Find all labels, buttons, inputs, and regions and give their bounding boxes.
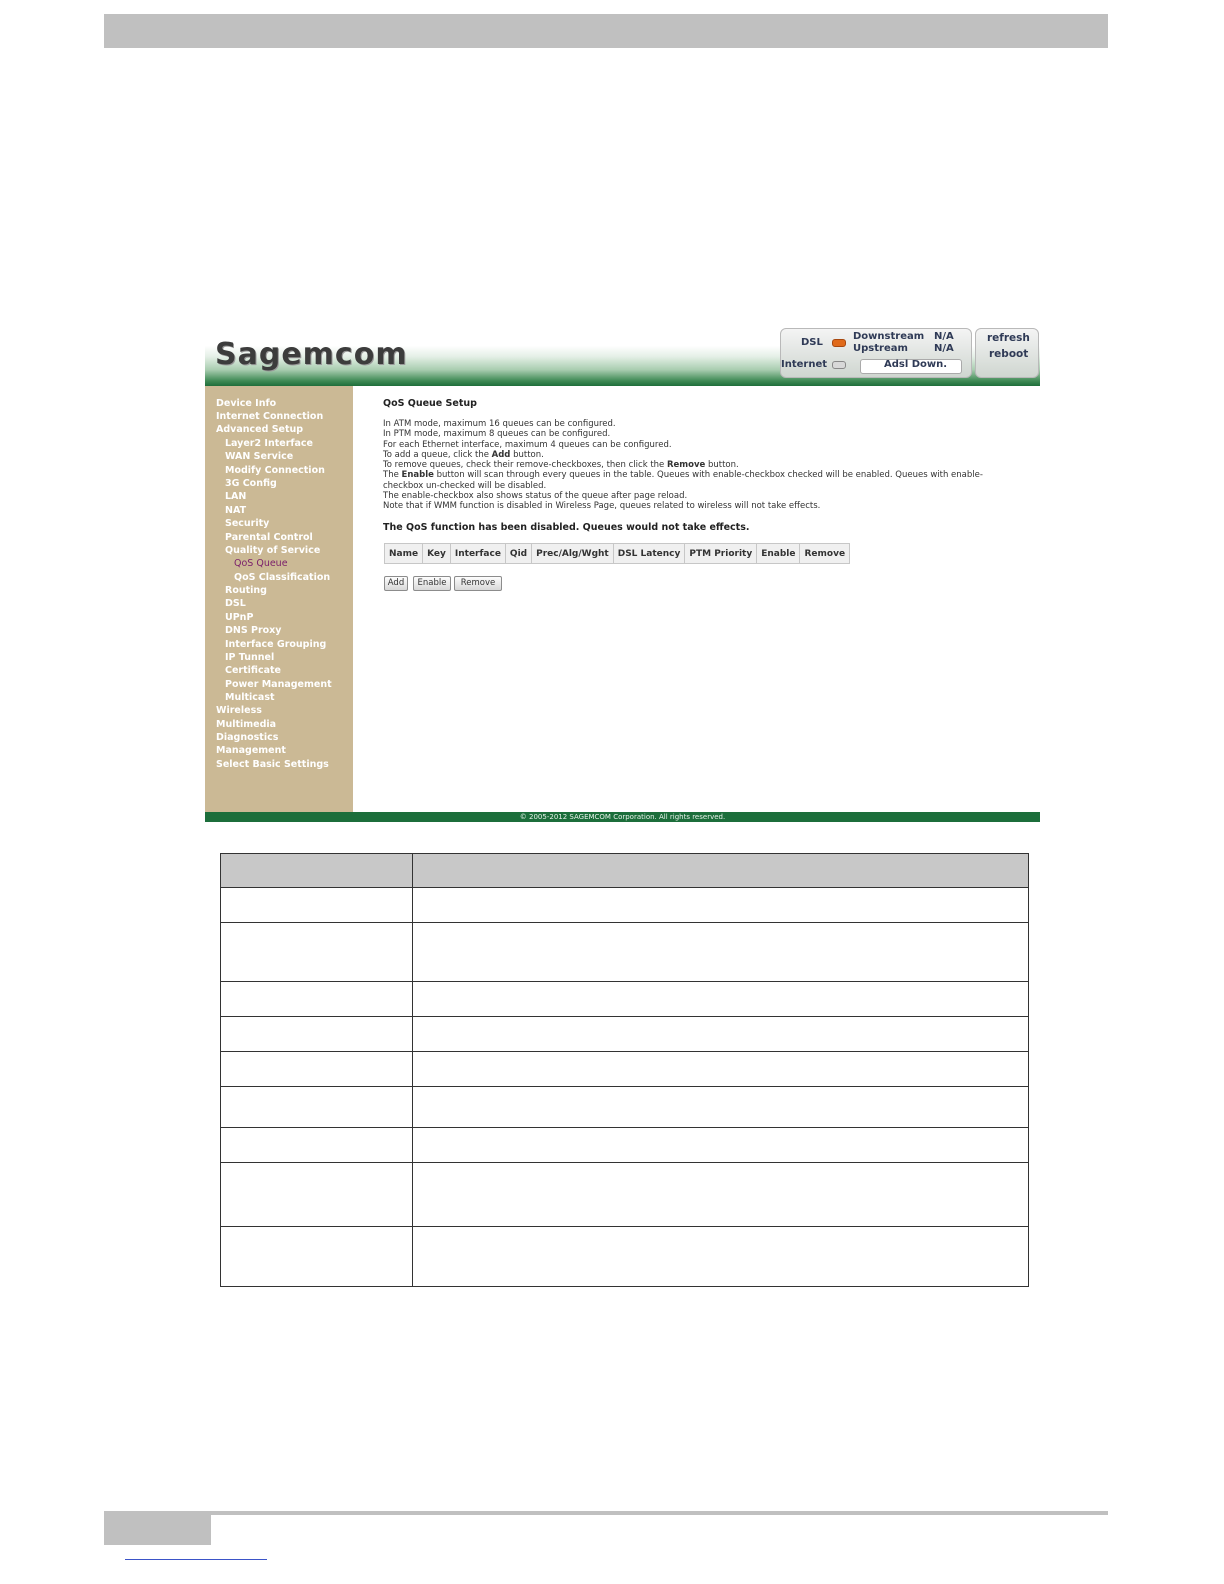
- downstream-label: Downstream: [853, 331, 925, 342]
- sidebar-nav: [205, 386, 353, 812]
- col-enable: Enable: [757, 544, 800, 564]
- refresh-link[interactable]: refresh: [987, 332, 1030, 344]
- qos-disabled-warning: The QoS function has been disabled. Queues would not take effects.: [383, 522, 750, 533]
- nav-security[interactable]: Security: [225, 518, 270, 529]
- nav-parental-control[interactable]: Parental Control: [225, 532, 313, 543]
- router-footer: © 2005-2012 SAGEMCOM Corporation. All rights reserved.: [205, 812, 1040, 822]
- nav-nat[interactable]: NAT: [225, 505, 247, 516]
- info-line: In ATM mode, maximum 16 queues can be configured.: [383, 419, 616, 429]
- nav-multimedia[interactable]: Multimedia: [216, 719, 277, 730]
- table-row: [221, 1227, 1029, 1287]
- info-line: The Enable button will scan through every queues in the table. Queues with enable-checkbox checked will be enabled. Queues with enable-: [383, 470, 983, 481]
- table-row: [221, 1052, 1029, 1087]
- adsl-status-text: Adsl Down.: [884, 359, 948, 370]
- table-row: [221, 888, 1029, 923]
- nav-management[interactable]: Management: [216, 745, 286, 756]
- dsl-status-led-icon: [832, 339, 846, 347]
- table-row: [221, 1128, 1029, 1163]
- nav-wan-service[interactable]: WAN Service: [225, 451, 294, 462]
- nav-diagnostics[interactable]: Diagnostics: [216, 732, 279, 743]
- parameter-table: [220, 853, 1029, 1287]
- page-footer-rule: [211, 1511, 1108, 1515]
- remove-button[interactable]: Remove: [454, 576, 502, 591]
- info-line: checkbox un-checked will be disabled.: [383, 480, 547, 491]
- nav-select-basic-settings[interactable]: Select Basic Settings: [216, 759, 329, 770]
- nav-advanced-setup[interactable]: Advanced Setup: [216, 424, 304, 435]
- reboot-link[interactable]: reboot: [989, 348, 1029, 360]
- qos-queue-table: [384, 543, 850, 564]
- nav-certificate[interactable]: Certificate: [225, 665, 281, 676]
- info-line: To remove queues, check their remove-checkboxes, then click the Remove button.: [383, 460, 739, 471]
- table-header-row: [385, 544, 850, 564]
- downstream-value: N/A: [934, 331, 954, 342]
- info-text: [383, 419, 983, 512]
- table-row: [221, 923, 1029, 982]
- sagemcom-logo: Sagemcom: [215, 337, 408, 372]
- nav-dsl[interactable]: DSL: [225, 598, 246, 609]
- nav-dns-proxy[interactable]: DNS Proxy: [225, 625, 282, 636]
- info-line: Note that if WMM function is disabled in Wireless Page, queues related to wireless will not take effects.: [383, 501, 821, 512]
- table-row: [221, 1163, 1029, 1227]
- dsl-label: DSL: [801, 337, 823, 348]
- internet-status-led-icon: [832, 361, 846, 369]
- nav-qos-queue[interactable]: QoS Queue: [234, 558, 288, 569]
- nav-modify-connection[interactable]: Modify Connection: [225, 465, 325, 476]
- col-prec-alg-wght: Prec/Alg/Wght: [532, 544, 614, 564]
- router-header: [205, 321, 1040, 386]
- nav-ip-tunnel[interactable]: IP Tunnel: [225, 652, 275, 663]
- nav-3g-config[interactable]: 3G Config: [225, 478, 277, 489]
- info-line: The enable-checkbox also shows status of the queue after page reload.: [383, 491, 688, 502]
- nav-wireless[interactable]: Wireless: [216, 705, 262, 716]
- page-title: QoS Queue Setup: [383, 398, 477, 409]
- col-interface: Interface: [450, 544, 505, 564]
- nav-multicast[interactable]: Multicast: [225, 692, 275, 703]
- table-row: [221, 1087, 1029, 1128]
- page-header-bar: [104, 14, 1108, 48]
- col-name: Name: [385, 544, 423, 564]
- info-line: In PTM mode, maximum 8 queues can be configured.: [383, 429, 611, 440]
- nav-internet-connection[interactable]: Internet Connection: [216, 411, 324, 422]
- col-qid: Qid: [505, 544, 531, 564]
- nav-layer2-interface[interactable]: Layer2 Interface: [225, 438, 313, 449]
- nav-lan[interactable]: LAN: [225, 491, 247, 502]
- col-dsl-latency: DSL Latency: [613, 544, 685, 564]
- router-screenshot: [205, 321, 1040, 822]
- upstream-label: Upstream: [853, 343, 908, 354]
- nav-interface-grouping[interactable]: Interface Grouping: [225, 639, 327, 650]
- nav-quality-of-service[interactable]: Quality of Service: [225, 545, 321, 556]
- page-footer-block: [104, 1511, 211, 1545]
- enable-button[interactable]: Enable: [413, 576, 451, 591]
- internet-label: Internet: [781, 359, 828, 370]
- col-key: Key: [423, 544, 451, 564]
- footer-link-underline: [125, 1559, 267, 1560]
- nav-upnp[interactable]: UPnP: [225, 612, 254, 623]
- nav-routing[interactable]: Routing: [225, 585, 267, 596]
- info-line: For each Ethernet interface, maximum 4 queues can be configured.: [383, 439, 672, 450]
- col-ptm-priority: PTM Priority: [685, 544, 757, 564]
- nav-device-info[interactable]: Device Info: [216, 398, 277, 409]
- nav-qos-classification[interactable]: QoS Classification: [234, 572, 331, 583]
- add-button[interactable]: Add: [384, 576, 408, 591]
- col-remove: Remove: [800, 544, 850, 564]
- info-line: To add a queue, click the Add button.: [383, 449, 544, 460]
- table-row: [221, 982, 1029, 1017]
- nav-power-management[interactable]: Power Management: [225, 679, 332, 690]
- upstream-value: N/A: [934, 343, 954, 354]
- table-header-row: [221, 854, 1029, 888]
- table-row: [221, 1017, 1029, 1052]
